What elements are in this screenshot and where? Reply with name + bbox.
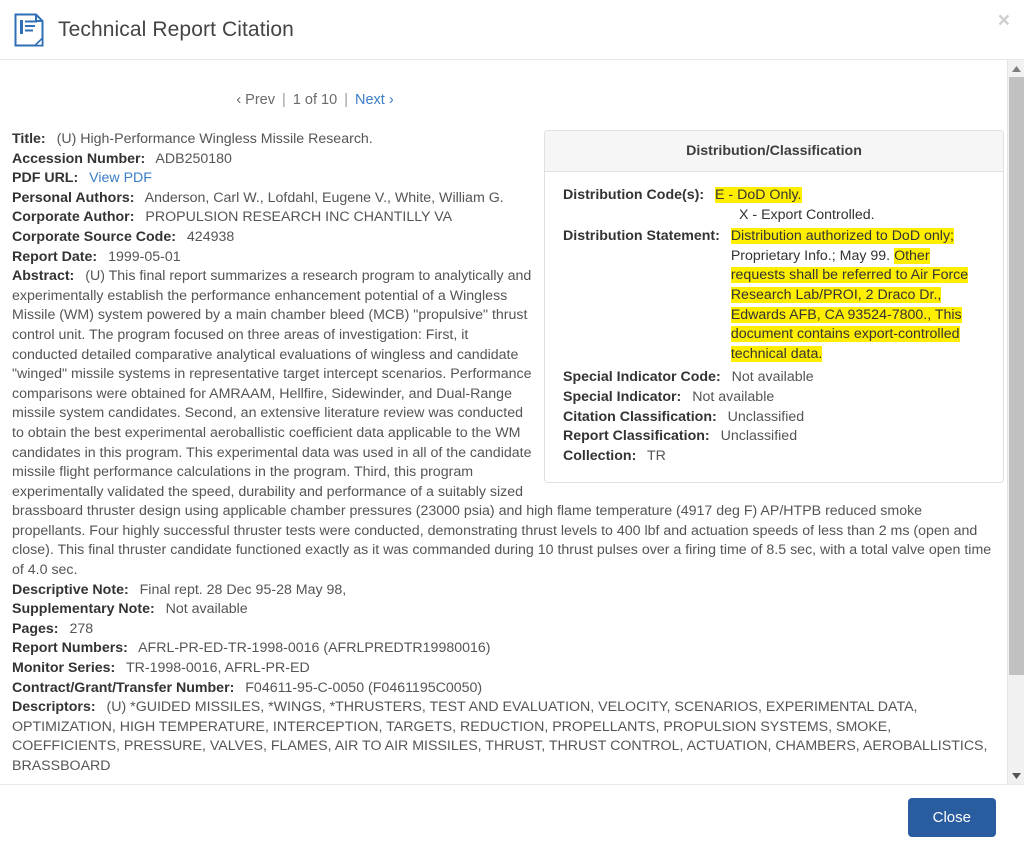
field-accession-number bbox=[12, 150, 532, 170]
prev-button[interactable]: ‹ Prev bbox=[236, 92, 275, 108]
dist-statement-part-3: Other requests shall be referred to Air Force Research Lab/PROI, 2 Draco Dr., Edwards AFB, CA 93524-7800., This document contains export-controlled technical data. bbox=[730, 247, 969, 362]
view-pdf-link[interactable]: View PDF bbox=[89, 170, 152, 187]
field-corporate-source-code bbox=[12, 228, 532, 248]
field-special-indicator-code bbox=[563, 368, 985, 388]
field-distribution-code-2-row bbox=[563, 206, 985, 226]
citation-content bbox=[12, 130, 998, 777]
field-title-value: (U) High-Performance Wingless Missile Research. bbox=[56, 131, 373, 147]
field-citation-classification-label: Citation Classification: bbox=[563, 408, 717, 425]
field-collection bbox=[563, 447, 985, 467]
citation-left-column bbox=[12, 130, 532, 502]
pager-separator-2: | bbox=[344, 92, 348, 108]
field-pdf-url bbox=[12, 169, 532, 189]
field-abstract-value: (U) This final report summarizes a research program to analytically and experimentally establish the performance enhancement potential of a Wingless Missile (WM) system powered by a main chamber bleed (MCB) "propulsive" thrust control unit. The program focused on three areas of investigation: First, it conducted detailed comparative analytical evaluations of wingless and candidate "winged" missile systems in representative target intercept scenarios. Performance comparisons were obtained for AMRAAM, Hellfire, Sidewinder, and Dual-Range missile system candidates. Second, an extensive literature review was conducted to obtain the best experimental aeroballistic coefficient data applicable to the WM candidates in this program. This experimental data was used in all of the candidate missile flight performance calculations in the program. Third, this program experimentally validated the speed, durability and performance of a suitably sized bbox=[12, 268, 532, 500]
field-pdf-url-label: PDF URL: bbox=[12, 170, 79, 187]
field-abstract-label: Abstract: bbox=[12, 268, 75, 285]
dist-statement-part-2: Proprietary Info.; May 99. bbox=[730, 247, 891, 264]
scroll-down-icon[interactable] bbox=[1008, 767, 1024, 784]
field-special-indicator-value: Not available bbox=[692, 388, 775, 405]
next-button[interactable]: Next › bbox=[355, 92, 394, 108]
field-descriptors bbox=[12, 698, 997, 776]
modal-header bbox=[0, 0, 1024, 60]
body-scrollbar[interactable] bbox=[1007, 60, 1024, 784]
field-personal-authors bbox=[12, 189, 532, 209]
field-distribution-statement bbox=[563, 227, 985, 364]
field-collection-value: TR bbox=[647, 447, 666, 464]
field-special-indicator-label: Special Indicator: bbox=[563, 388, 682, 405]
modal-body bbox=[0, 60, 1024, 784]
field-collection-label: Collection: bbox=[563, 447, 637, 464]
field-corporate-source-code-value: 424938 bbox=[186, 228, 235, 245]
field-pages bbox=[12, 620, 997, 640]
field-distribution-code-2: X - Export Controlled. bbox=[739, 206, 875, 223]
field-corporate-source-code-label: Corporate Source Code: bbox=[12, 228, 176, 245]
close-icon[interactable]: × bbox=[997, 9, 1010, 32]
field-distribution-codes-label: Distribution Code(s): bbox=[563, 187, 705, 203]
field-citation-classification bbox=[563, 408, 985, 428]
field-abstract-continuation: brassboard thruster design using applicable chamber pressures (23000 psia) and high flame temperature (4917 deg F) AP/HTPB reduced smoke propellants. Four highly successful thruster tests were conducted, demonstrating thrust levels to 400 lbf and actuation speeds of less than 2 ms (open and close). This final thruster candidate functioned exactly as it was commanded during 10 thrust pulses over a firing time of 8.5 sec, with a total valve open time of 4.0 sec. bbox=[12, 503, 992, 579]
field-monitor-series bbox=[12, 659, 997, 679]
field-special-indicator bbox=[563, 388, 985, 408]
field-supplementary-note bbox=[12, 600, 997, 620]
field-distribution-code-1: E - DoD Only. bbox=[715, 187, 802, 203]
field-title-label: Title: bbox=[12, 131, 46, 147]
field-report-date bbox=[12, 248, 532, 268]
field-special-indicator-code-label: Special Indicator Code: bbox=[563, 369, 721, 386]
field-supplementary-note-value: Not available bbox=[165, 601, 248, 618]
field-descriptive-note bbox=[12, 581, 997, 601]
close-button[interactable]: Close bbox=[908, 798, 996, 837]
field-accession-number-label: Accession Number: bbox=[12, 150, 146, 167]
field-pages-label: Pages: bbox=[12, 620, 59, 637]
field-corporate-author bbox=[12, 208, 532, 228]
field-distribution-codes bbox=[563, 186, 985, 206]
field-pages-value: 278 bbox=[69, 620, 94, 637]
distribution-classification-panel bbox=[544, 130, 1004, 483]
field-report-classification-value: Unclassified bbox=[720, 428, 798, 445]
scrollbar-thumb[interactable] bbox=[1009, 77, 1024, 675]
pager-position: 1 of 10 bbox=[292, 92, 338, 108]
field-report-date-value: 1999-05-01 bbox=[108, 248, 181, 265]
pager-separator-1: | bbox=[282, 92, 286, 108]
field-report-date-label: Report Date: bbox=[12, 248, 98, 265]
field-personal-authors-value: Anderson, Carl W., Lofdahl, Eugene V., White, William G. bbox=[144, 189, 504, 206]
field-report-numbers-label: Report Numbers: bbox=[12, 640, 128, 657]
modal-footer bbox=[0, 784, 1024, 850]
field-descriptors-label: Descriptors: bbox=[12, 699, 96, 716]
field-report-classification bbox=[563, 427, 985, 447]
field-contract-number bbox=[12, 679, 997, 699]
field-report-numbers bbox=[12, 639, 997, 659]
field-distribution-statement-label: Distribution Statement: bbox=[563, 228, 720, 245]
scroll-up-icon[interactable] bbox=[1008, 60, 1024, 77]
field-title bbox=[12, 130, 532, 150]
field-report-classification-label: Report Classification: bbox=[563, 428, 710, 445]
field-contract-number-value: F04611-95-C-0050 (F0461195C0050) bbox=[245, 679, 483, 696]
field-personal-authors-label: Personal Authors: bbox=[12, 189, 135, 206]
panel-body bbox=[545, 172, 1003, 482]
field-descriptors-value: (U) *GUIDED MISSILES, *WINGS, *THRUSTERS, TEST AND EVALUATION, VELOCITY, SCENARIOS, EXPERIMENTAL DATA, OPTIMIZATION, HIGH TEMPERATURE, INTERCEPTION, TARGETS, REDUCTION, PROPELLANTS, PROPULSION SYSTEMS, SMOKE, COEFFICIENTS, PRESSURE, VALVES, FLAMES, AIR TO AIR MISSILES, THRUST, THRUST CONTROL, ACTUATION, CHAMBERS, AEROBALLISTICS, BRASSBOARD bbox=[12, 699, 988, 774]
document-icon bbox=[14, 13, 44, 47]
dist-statement-part-1: Distribution authorized to DoD only; bbox=[730, 228, 954, 245]
field-contract-number-label: Contract/Grant/Transfer Number: bbox=[12, 679, 235, 696]
field-abstract bbox=[12, 267, 532, 502]
field-supplementary-note-label: Supplementary Note: bbox=[12, 601, 155, 618]
field-monitor-series-label: Monitor Series: bbox=[12, 660, 116, 677]
field-accession-number-value: ADB250180 bbox=[155, 150, 232, 167]
field-report-numbers-value: AFRL-PR-ED-TR-1998-0016 (AFRLPREDTR19980016) bbox=[138, 640, 491, 657]
page-title: Technical Report Citation bbox=[58, 17, 294, 41]
citation-fullwidth-continuation bbox=[12, 502, 997, 776]
field-distribution-statement-value bbox=[731, 227, 976, 364]
field-corporate-author-value: PROPULSION RESEARCH INC CHANTILLY VA bbox=[145, 209, 453, 226]
field-descriptive-note-label: Descriptive Note: bbox=[12, 581, 129, 598]
field-citation-classification-value: Unclassified bbox=[727, 408, 805, 425]
field-descriptive-note-value: Final rept. 28 Dec 95-28 May 98, bbox=[139, 581, 347, 598]
field-monitor-series-value: TR-1998-0016, AFRL-PR-ED bbox=[125, 660, 310, 677]
field-corporate-author-label: Corporate Author: bbox=[12, 209, 135, 226]
panel-heading: Distribution/Classification bbox=[545, 131, 1003, 172]
field-special-indicator-code-value: Not available bbox=[731, 369, 814, 386]
pagination bbox=[12, 92, 998, 108]
